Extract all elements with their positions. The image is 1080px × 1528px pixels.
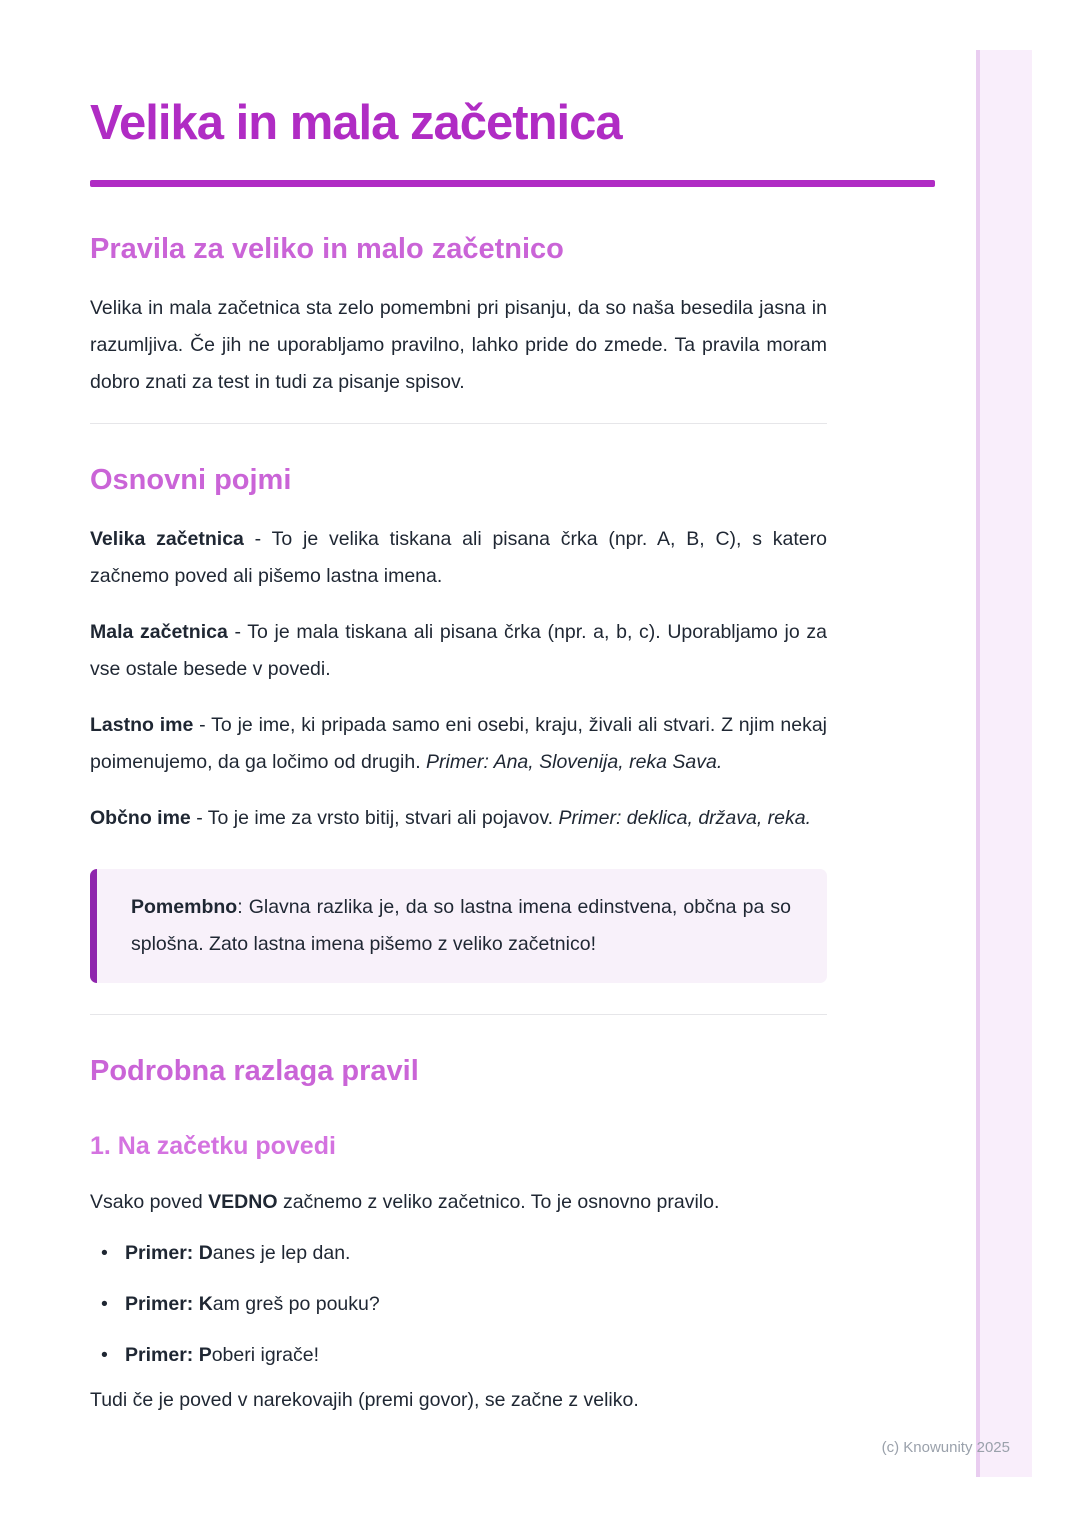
heading-pravila: Pravila za veliko in malo začetnico [90, 232, 564, 265]
subheading-na-zacetku-povedi: 1. Na začetku povedi [90, 1131, 336, 1160]
example-label: Primer: P [125, 1343, 212, 1366]
list-item [90, 1292, 827, 1316]
example-text: am greš po pouku? [212, 1292, 380, 1315]
callout-paragraph [131, 889, 791, 963]
document-page [90, 0, 935, 1419]
example-label: Primer: D [125, 1241, 213, 1264]
concept-definition: - To je ime za vrsto bitij, stvari ali pojavov. [190, 806, 559, 829]
section-divider [90, 1014, 827, 1015]
footer-credit: (c) Knowunity 2025 [881, 1439, 1010, 1456]
bullet-icon: • [101, 1241, 108, 1264]
concept-term: Velika začetnica [90, 527, 244, 550]
title-underline-rule [90, 180, 935, 187]
list-item [90, 1241, 827, 1265]
concept-definition: - To je velika tiskana ali pisana črka (npr. A, B, C), s katero začnemo poved ali pišemo lastna imena. [90, 527, 827, 587]
rule1-lead-bold: VEDNO [208, 1190, 278, 1213]
concept-definition: - To je mala tiskana ali pisana črka (npr. a, b, c). Uporabljamo jo za vse ostale besede v povedi. [90, 620, 827, 680]
bullet-icon: • [101, 1343, 108, 1366]
list-item [90, 1343, 827, 1367]
concept-mala-zacetnica [90, 614, 827, 688]
page-title: Velika in mala začetnica [90, 96, 622, 150]
decorative-side-strip [976, 50, 1032, 1477]
rule1-note: Tudi če je poved v narekovajih (premi govor), se začne z veliko. [90, 1388, 639, 1411]
example-text: anes je lep dan. [212, 1241, 351, 1264]
rule1-lead-pre: Vsako poved [90, 1190, 209, 1213]
rule1-lead-paragraph [90, 1184, 827, 1221]
concept-obcno-ime [90, 800, 827, 837]
concept-example: Primer: deklica, država, reka. [558, 806, 812, 829]
concept-term: Lastno ime [90, 713, 194, 736]
rule1-lead-post: začnemo z veliko začetnico. To je osnovno pravilo. [277, 1190, 720, 1213]
document-body [90, 233, 827, 1419]
heading-osnovni-pojmi: Osnovni pojmi [90, 463, 292, 496]
concept-term: Občno ime [90, 806, 191, 829]
concept-lastno-ime [90, 707, 827, 781]
example-text: oberi igrače! [211, 1343, 320, 1366]
bullet-icon: • [101, 1292, 108, 1315]
intro-paragraph: Velika in mala začetnica sta zelo pomembni pri pisanju, da so naša besedila jasna in razumljiva. Če jih ne uporabljamo pravilno, lahko pride do zmede. Ta pravila moram dobro znati za test in tudi za pisanje spisov. [90, 296, 827, 393]
concept-term: Mala začetnica [90, 620, 228, 643]
rule1-example-list [90, 1241, 827, 1367]
concept-example: Primer: Ana, Slovenija, reka Sava. [426, 750, 723, 773]
concept-velika-zacetnica [90, 521, 827, 595]
callout-text: : Glavna razlika je, da so lastna imena edinstvena, občna pa so splošna. Zato lastna imena pišemo z veliko začetnico! [131, 895, 791, 955]
section-divider [90, 423, 827, 424]
important-callout [90, 869, 827, 983]
callout-label: Pomembno [131, 895, 238, 918]
example-label: Primer: K [125, 1292, 213, 1315]
heading-podrobna-razlaga: Podrobna razlaga pravil [90, 1054, 419, 1087]
concept-definition: - To je ime, ki pripada samo eni osebi, kraju, živali ali stvari. Z njim nekaj poimenujemo, da ga ločimo od drugih. [90, 713, 828, 773]
